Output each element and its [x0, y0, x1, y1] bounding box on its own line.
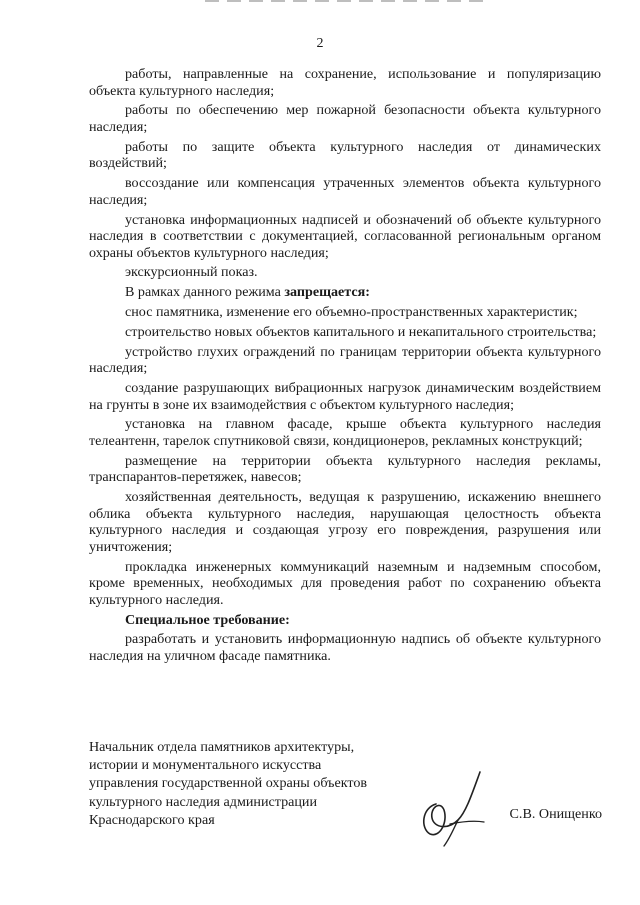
prohibited-item: снос памятника, изменение его объемно-пространственных характеристик;: [125, 304, 578, 321]
prohibited-item: установка на главном фасаде, крыше объекта культурного наследия телеантенн, тарелок спутниковой связи, кондиционеров, рекламных конструкций;: [89, 416, 601, 449]
special-heading-line: [89, 612, 601, 629]
prohibited-item: хозяйственная деятельность, ведущая к разрушению, искажению внешнего облика объекта культурного наследия, нарушающая целостность объекта культурного наследия и создающая угрозу его повреждения, разрушения или уничтожения;: [89, 489, 601, 555]
prohibited-item: размещение на территории объекта культурного наследия рекламы, транспарантов-перетяжек, навесов;: [89, 452, 601, 486]
prohibited-heading: запрещается:: [284, 284, 370, 301]
signatory-title-line: управления государственной охраны объектов: [89, 775, 368, 792]
permitted-item: воссоздание или компенсация утраченных элементов объекта культурного наследия;: [89, 175, 601, 208]
prohibited-item: создание разрушающих вибрационных нагрузок динамическим воздействием на грунты в зоне их взаимодействия с объектом культурного наследия;: [89, 379, 601, 413]
signatory-title-line: истории и монументального искусства: [89, 757, 322, 774]
special-requirement-text: разработать и установить информационную надпись об объекте культурного наследия на уличном фасаде памятника.: [89, 631, 601, 664]
prohibited-item: устройство глухих ограждений по границам территории объекта культурного наследия;: [89, 343, 601, 377]
permitted-item: экскурсионный показ.: [125, 264, 258, 281]
permitted-item: работы, направленные на сохранение, использование и популяризацию объекта культурного наследия;: [89, 66, 601, 99]
prohibited-intro: В рамках данного режима: [125, 284, 281, 301]
handwritten-signature: [414, 764, 494, 848]
page-number: 2: [316, 36, 324, 51]
prohibited-item: прокладка инженерных коммуникаций наземным и надземным способом, кроме временных, необходимых для проведения работ по сохранению объекта культурного наследия.: [89, 558, 601, 608]
signatory-title: [89, 738, 419, 829]
signatory-name: С.В. Онищенко: [509, 806, 602, 822]
permitted-item: установка информационных надписей и обозначений об объекте культурного наследия в соответствии с документацией, согласованной региональным органом охраны объектов культурного наследия;: [89, 211, 601, 261]
document-body: [89, 66, 601, 665]
special-heading: Специальное требование:: [125, 611, 290, 628]
permitted-item: работы по обеспечению мер пожарной безопасности объекта культурного наследия;: [89, 102, 601, 135]
signatory-title-line: Начальник отдела памятников архитектуры,: [89, 739, 355, 755]
prohibited-heading-line: [89, 284, 601, 301]
permitted-item: работы по защите объекта культурного наследия от динамических воздействий;: [89, 138, 601, 172]
scan-edge-mark: [205, 0, 485, 2]
signatory-title-line: культурного наследия администрации: [89, 793, 318, 810]
prohibited-item: строительство новых объектов капитального и некапитального строительства;: [125, 323, 597, 340]
signatory-title-line: Краснодарского края: [89, 811, 215, 828]
